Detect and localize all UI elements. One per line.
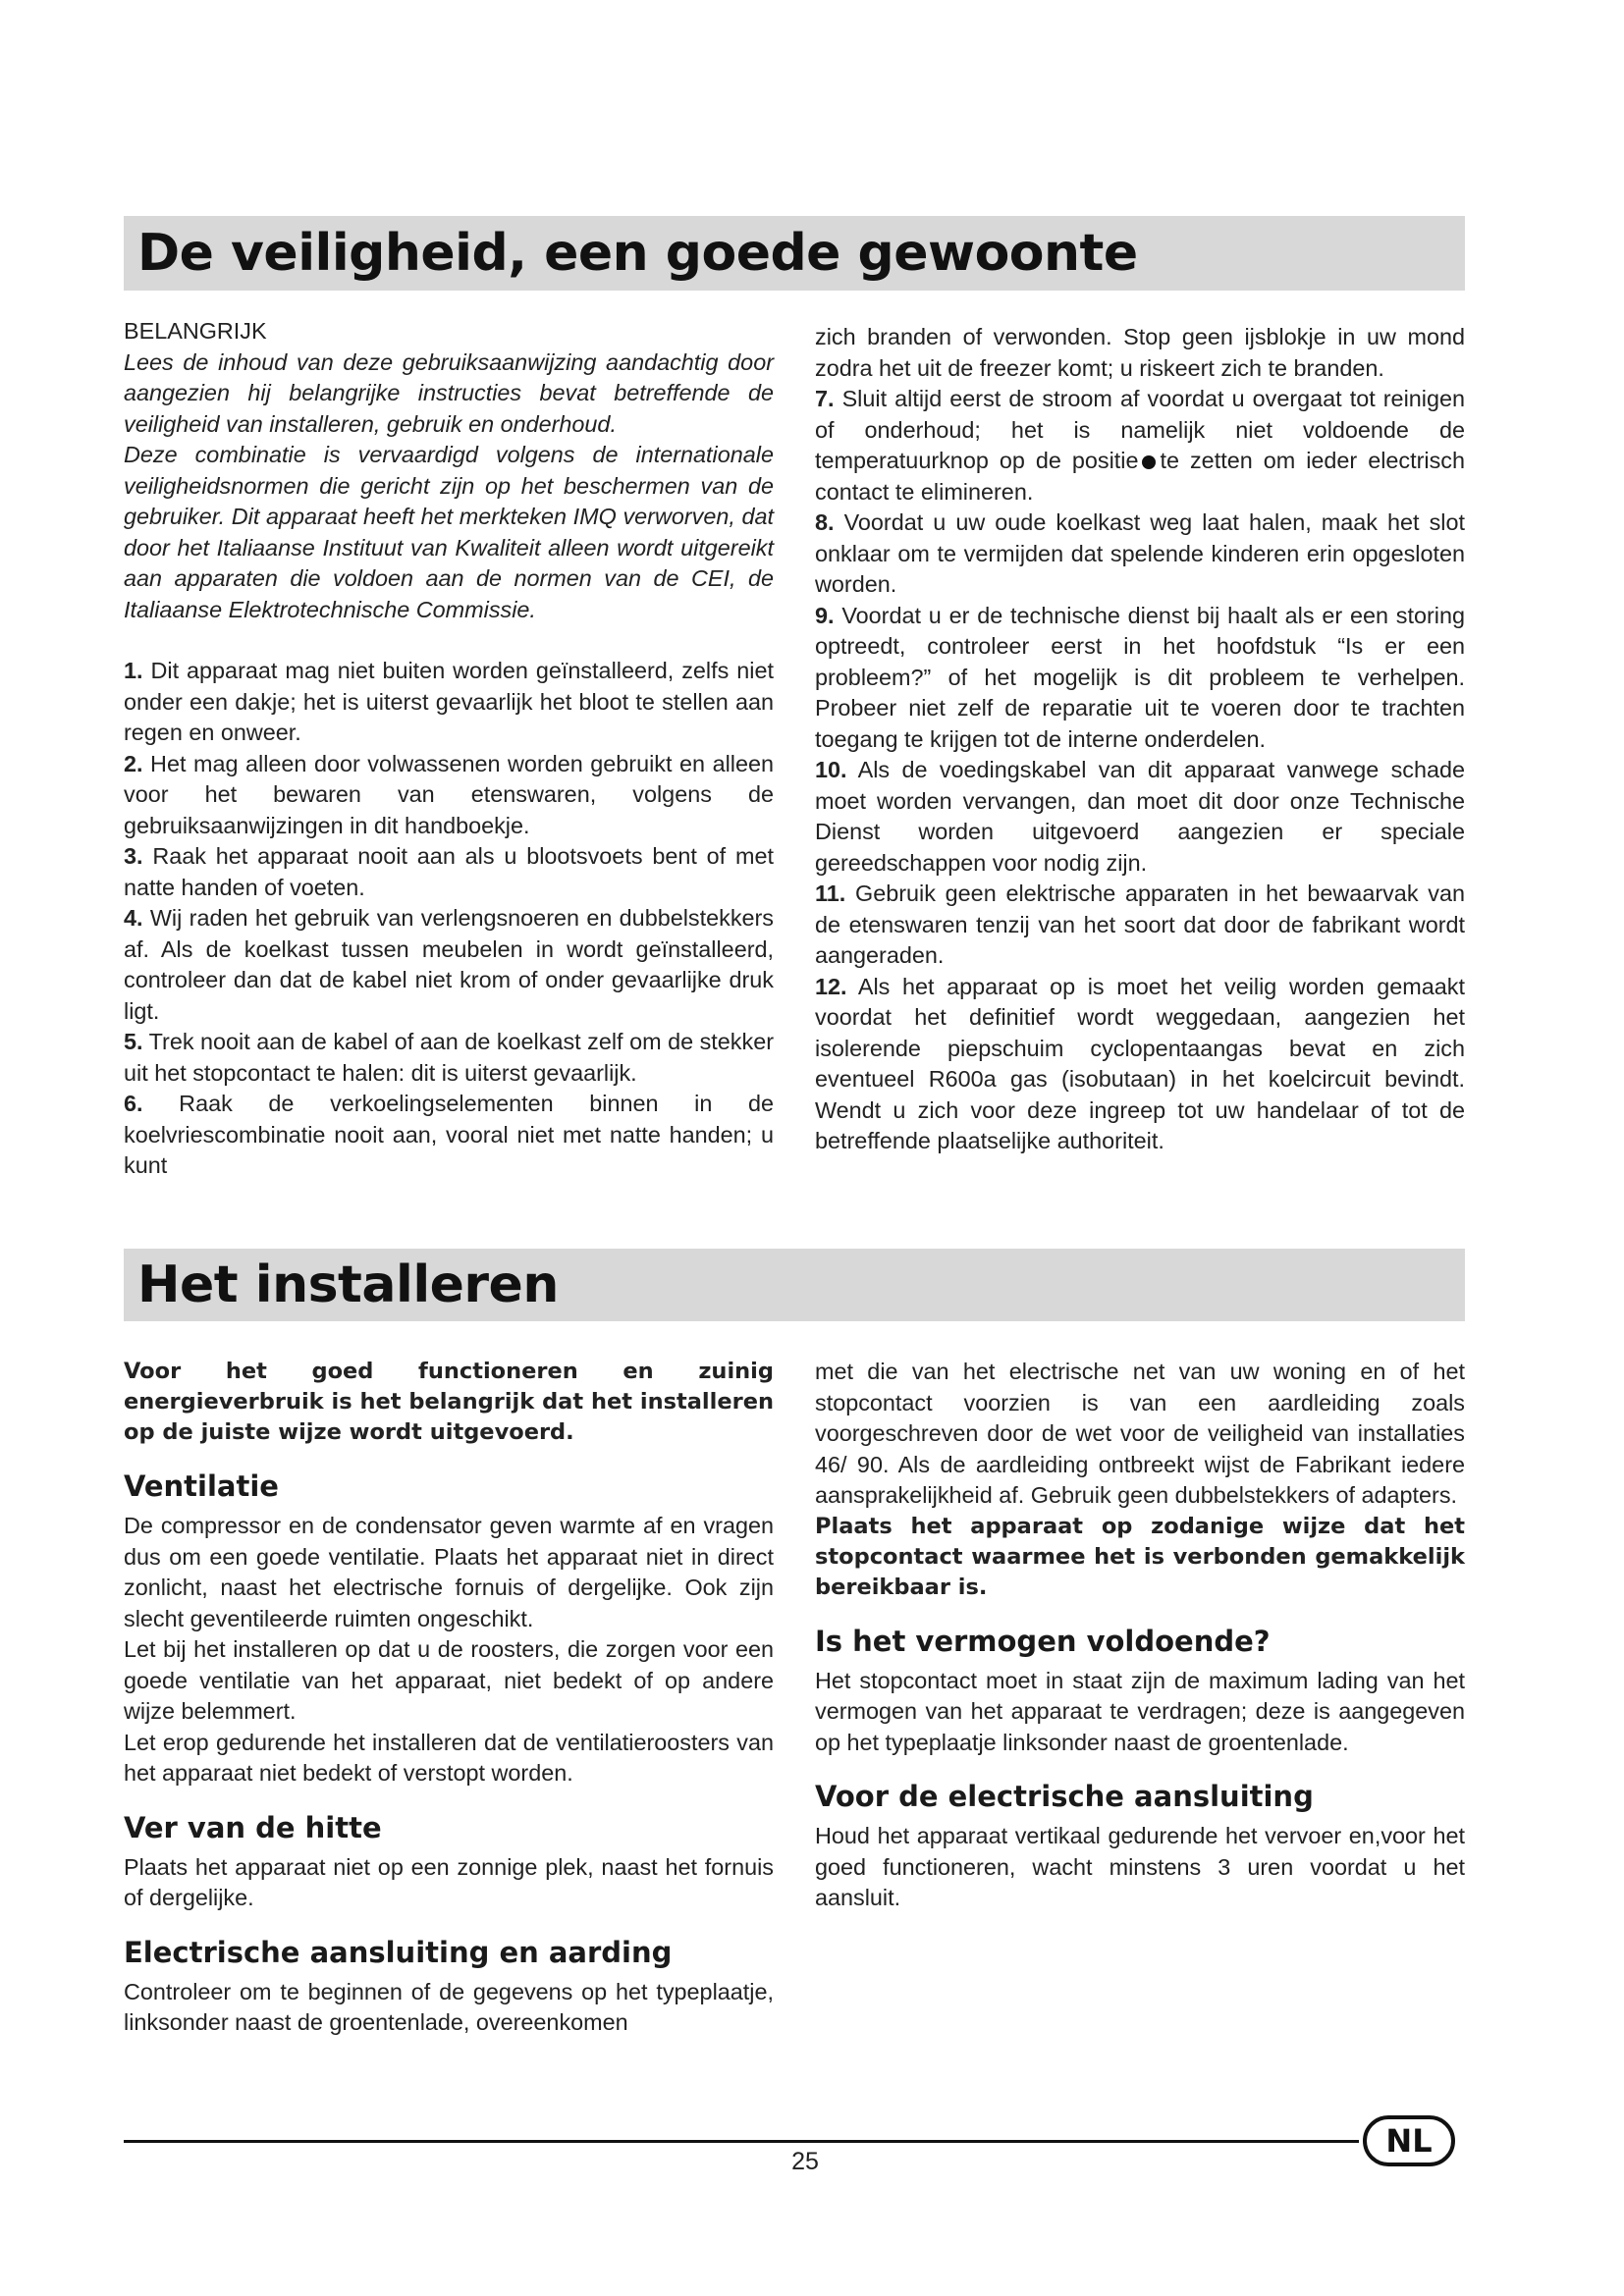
section-banner-safety bbox=[124, 216, 1465, 291]
language-badge: NL bbox=[1363, 2115, 1455, 2166]
heading-voor-aansluiting: Voor de electrische aansluiting bbox=[815, 1780, 1314, 1813]
footer-rule bbox=[124, 2140, 1359, 2143]
aansluiting-paragraph: Controleer om te beginnen of de gegevens op het typeplaatje, linksonder naast de groentenlade, overeenkomen bbox=[124, 1978, 774, 2035]
safety-column-right bbox=[815, 322, 1465, 1157]
heading-hitte: Ver van de hitte bbox=[124, 1810, 382, 1844]
list-item: 6. Raak de verkoelingselementen binnen in de koelvriescombinatie nooit aan, vooral niet met natte handen; u kunt bbox=[124, 1091, 775, 1178]
install-column-left bbox=[124, 1357, 774, 2039]
ventilatie-paragraph-1: De compressor en de condensator geven warmte af en vragen dus om een goede ventilatie. Plaats het apparaat niet in direct zonlicht, naast het electrische fornuis of dergelijke. Ook zijn slecht geventileerde ruimten ongeschikt. bbox=[124, 1513, 774, 1631]
section-title-installation: Het installeren bbox=[137, 1255, 559, 1314]
list-item: 1. Dit apparaat mag niet buiten worden geïnstalleerd, zelfs niet onder een dakje; het is uiterst gevaarlijk het bloot te stellen aan regen en onweer. bbox=[124, 658, 775, 745]
list-item: 9. Voordat u er de technische dienst bij haalt als er een storing optreedt, controleer eerst in het hoofdstuk “Is er een probleem?” of het mogelijk is dit probleem te verhelpen. Probeer niet zelf de reparatie uit te voeren door te trachten toegang te krijgen tot de interne onderdelen. bbox=[815, 602, 1465, 752]
list-item: 4. Wij raden het gebruik van verlengsnoeren en dubbelstekkers af. Als de koelkast tussen meubelen in wordt geïnstalleerd, controleer dan dat de kabel niet krom of onder gevaarlijke druk ligt. bbox=[124, 905, 775, 1024]
install-intro: Voor het goed functioneren en zuinig energieverbruik is het belangrijk dat het installeren op de juiste wijze wordt uitgevoerd. bbox=[124, 1359, 774, 1445]
intro-paragraph-1: Lees de inhoud van deze gebruiksaanwijzing aandachtig door aangezien hij belangrijke instructies bevat betreffende de veiligheid van installeren, gebruik en onderhoud. bbox=[124, 348, 774, 437]
heading-aansluiting: Electrische aansluiting en aarding bbox=[124, 1935, 673, 1969]
aansluiting-paragraph-continued: met die van het electrische net van uw woning en of het stopcontact voorzien is van een aardleiding zoals voorgeschreven door de wet voor de veiligheid van installaties 46/ 90. Als de aardleiding ontbreekt wijst de Fabrikant iedere aansprakelijkheid af. Gebruik geen dubbelstekkers of adapters. bbox=[815, 1359, 1465, 1508]
install-column-right bbox=[815, 1357, 1465, 1914]
list-item: 7. Sluit altijd eerst de stroom af voordat u overgaat tot reinigen of onderhoud; het is namelijk niet voldoende de temperatuurknop op de positie te zetten om ieder electrisch contact te elimineren. bbox=[815, 386, 1465, 505]
list-item: 10. Als de voedingskabel van dit apparaat vanwege schade moet worden vervangen, dan moet dit door onze Technische Dienst worden uitgevoerd aangezien er speciale gereedschappen voor nodig zijn. bbox=[815, 757, 1465, 876]
safety-column-left bbox=[124, 316, 774, 1182]
list-item: 2. Het mag alleen door volwassenen worden gebruikt en alleen voor het bewaren van etenswaren, volgens de gebruiksaanwijzingen in dit handboekje. bbox=[124, 750, 774, 838]
voor-aansluiting-paragraph: Houd het apparaat vertikaal gedurende het vervoer en,voor het goed functioneren, wacht minstens 3 uren voordat u het aansluit. bbox=[815, 1823, 1465, 1910]
list-item: 11. Gebruik geen elektrische apparaten in het bewaarvak van de etenswaren tenzij van het soort dat door de fabrikant wordt aangeraden. bbox=[815, 881, 1465, 968]
temperature-position-dot-icon bbox=[1142, 455, 1156, 469]
aansluiting-bold-note: Plaats het apparaat op zodanige wijze dat het stopcontact waarmee het is verbonden gemakkelijk bereikbaar is. bbox=[815, 1513, 1465, 1600]
page-number: 25 bbox=[791, 2148, 819, 2175]
ventilatie-paragraph-3: Let erop gedurende het installeren dat de ventilatieroosters van het apparaat niet bedekt of verstopt worden. bbox=[124, 1729, 774, 1786]
list-item: 12. Als het apparaat op is moet het veilig worden gemaakt voordat het definitief wordt weggedaan, aangezien het isolerende piepschuim cyclopentaangas bevat en zich eventueel R600a gas (isobutaan) in het koelcircuit bevindt. Wendt u zich voor deze ingreep tot uw handelaar of tot de betreffende plaatselijke authoriteit. bbox=[815, 973, 1465, 1153]
heading-vermogen: Is het vermogen voldoende? bbox=[815, 1624, 1271, 1658]
vermogen-paragraph: Het stopcontact moet in staat zijn de maximum lading van het vermogen van het apparaat te verdragen; deze is aangegeven op het typeplaatje linksonder naast de groentenlade. bbox=[815, 1667, 1465, 1755]
list-item-continued: zich branden of verwonden. Stop geen ijsblokje in uw mond zodra het uit de freezer komt; u riskeert zich te branden. bbox=[815, 324, 1465, 381]
ventilatie-paragraph-2: Let bij het installeren op dat u de roosters, die zorgen voor een goede ventilatie van het apparaat, niet bedekt of op andere wijze belemmert. bbox=[124, 1636, 774, 1724]
list-item: 3. Raak het apparaat nooit aan als u blootsvoets bent of met natte handen of voeten. bbox=[124, 843, 774, 900]
hitte-paragraph: Plaats het apparaat niet op een zonnige plek, naast het fornuis of dergelijke. bbox=[124, 1853, 774, 1910]
section-title-safety: De veiligheid, een goede gewoonte bbox=[137, 224, 1138, 283]
heading-ventilatie: Ventilatie bbox=[124, 1469, 279, 1503]
intro-paragraph-2: Deze combinatie is vervaardigd volgens de internationale veiligheidsnormen die gericht zijn op het beschermen van de gebruiker. Dit apparaat heeft het merkteken IMQ verworven, dat door het Italiaanse Instituut van Kwaliteit alleen wordt uitgereikt aan apparaten die voldoen aan de normen van de CEI, de Italiaanse Elektrotechnische Commissie. bbox=[124, 442, 774, 622]
important-label: BELANGRIJK bbox=[124, 318, 267, 344]
list-item: 8. Voordat u uw oude koelkast weg laat halen, maak het slot onklaar om te vermijden dat spelende kinderen erin opgesloten worden. bbox=[815, 509, 1465, 597]
list-item: 5. Trek nooit aan de kabel of aan de koelkast zelf om de stekker uit het stopcontact te halen: dit is uiterst gevaarlijk. bbox=[124, 1029, 774, 1086]
section-banner-installation bbox=[124, 1249, 1465, 1321]
